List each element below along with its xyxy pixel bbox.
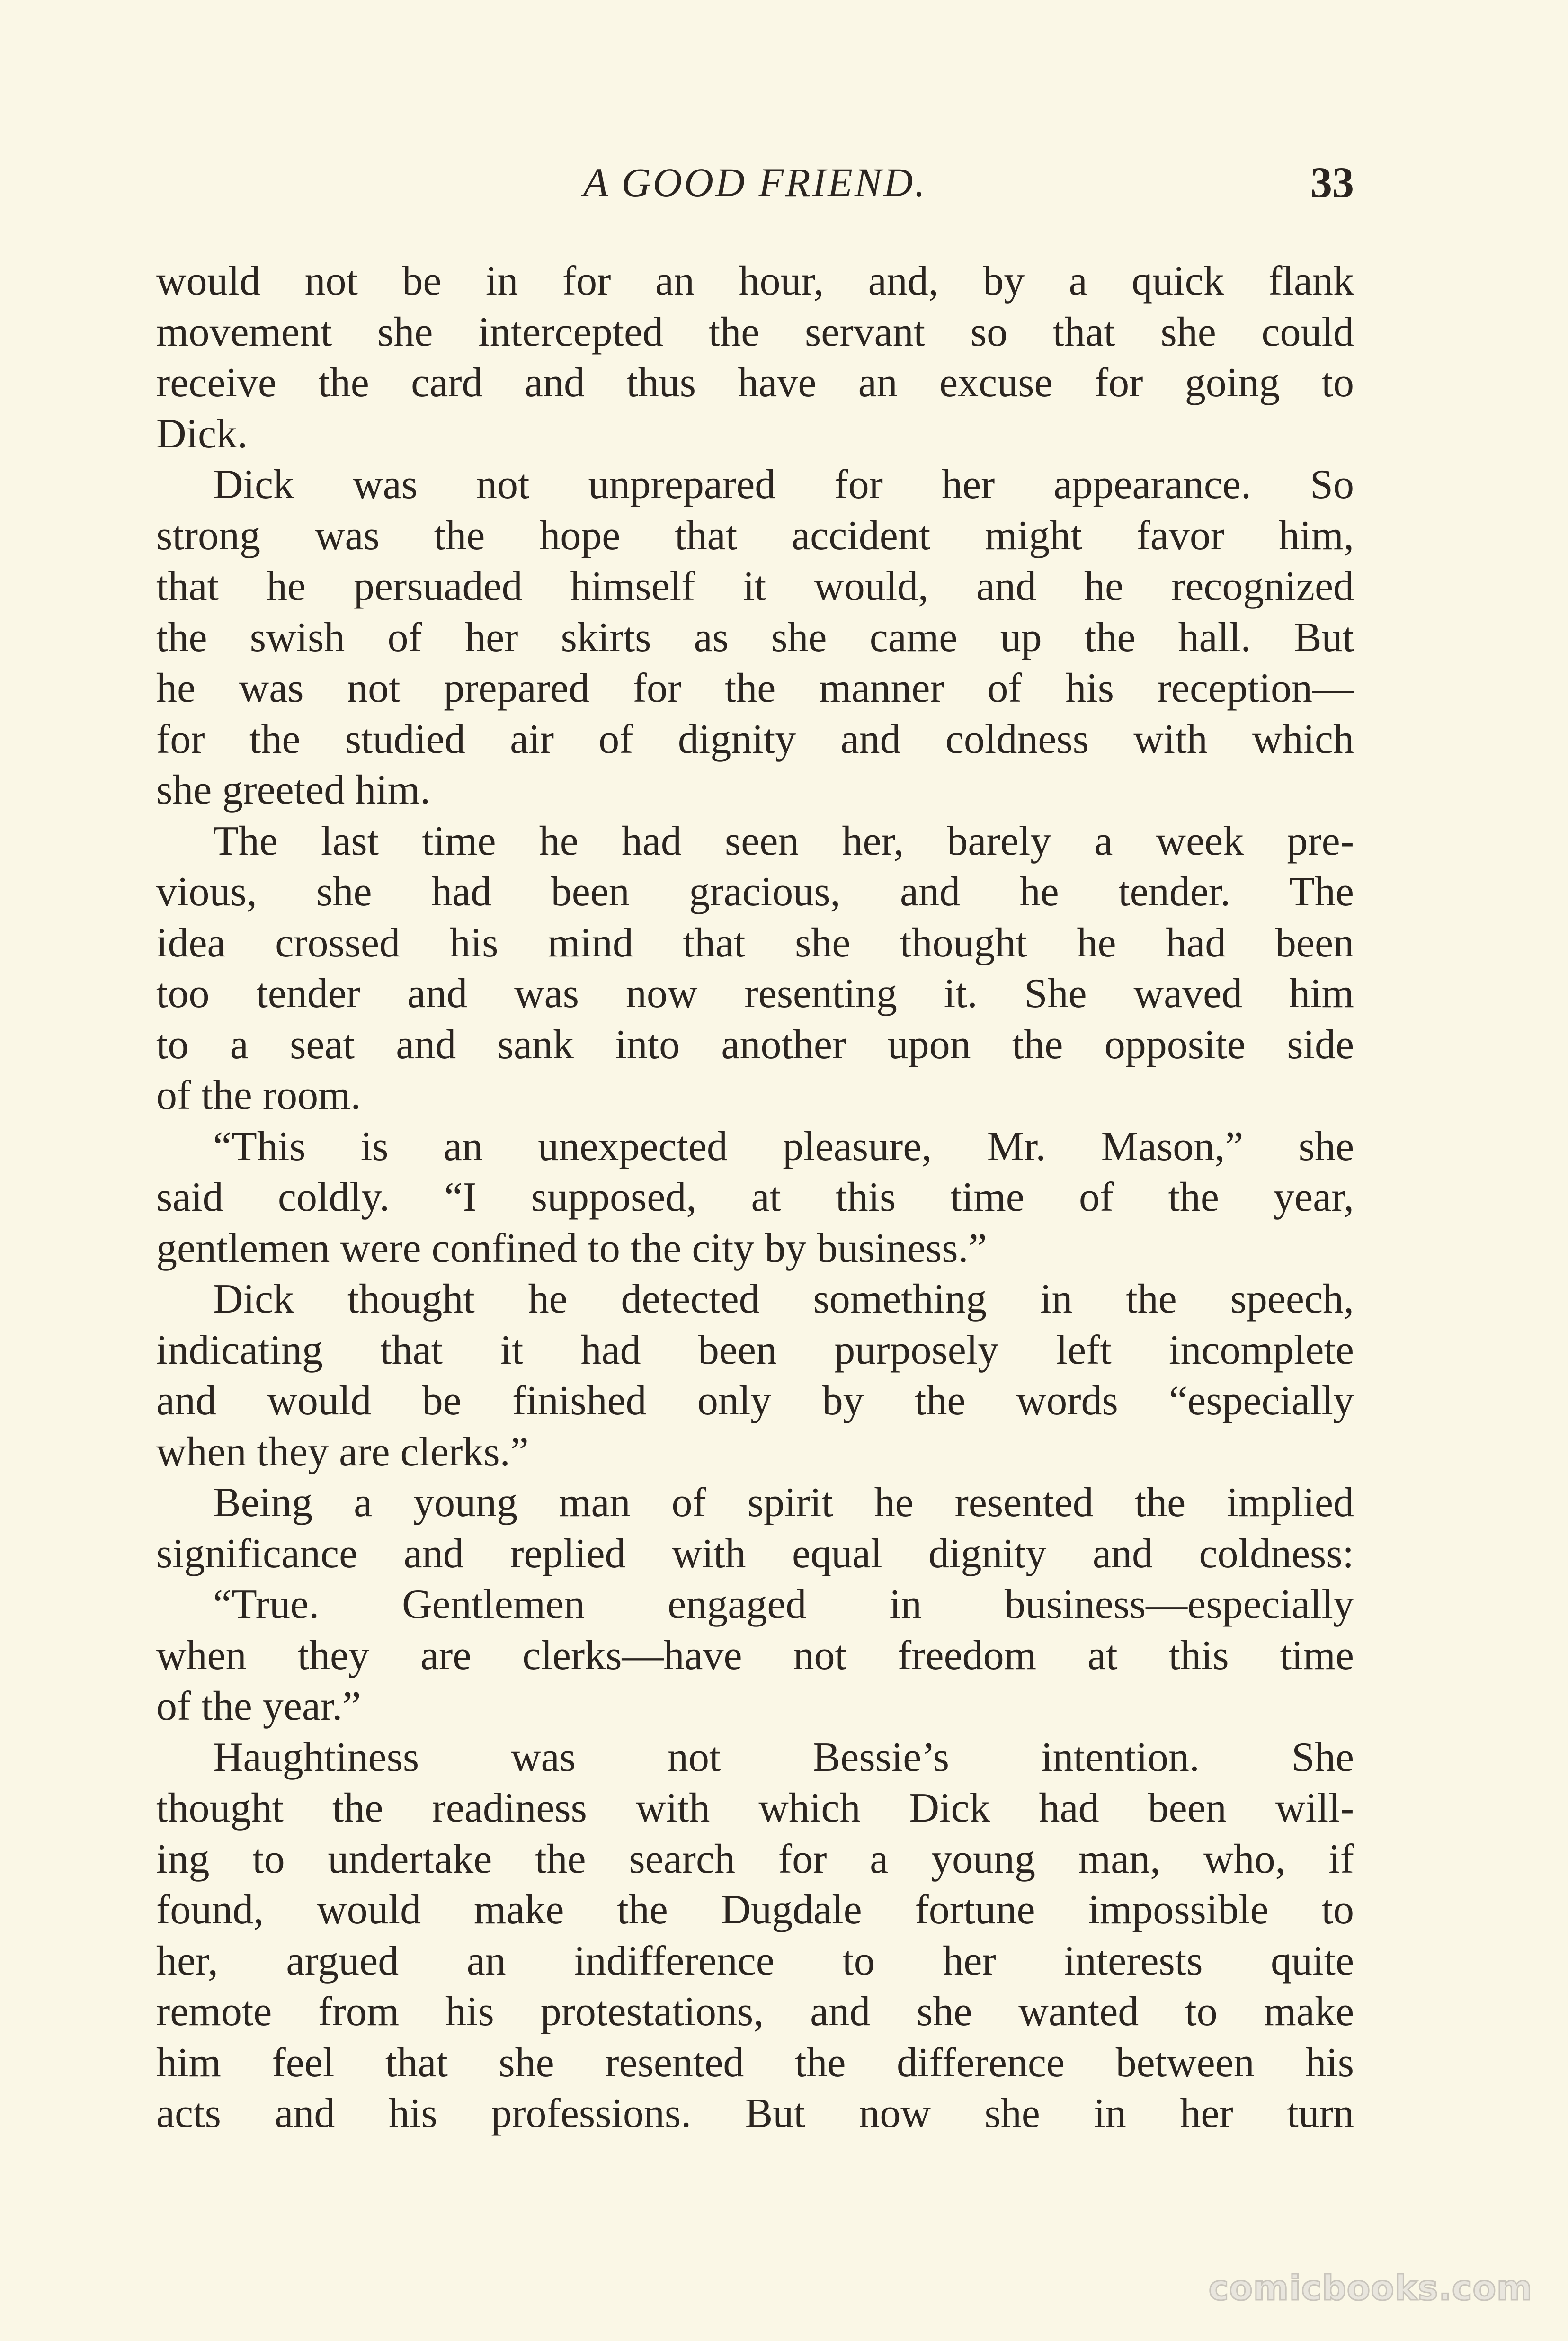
body-text (156, 256, 1354, 2139)
text-line: acts and his professions. But now she in her turn (156, 2091, 1354, 2136)
text-line: of the year.” (156, 1683, 361, 1729)
text-line: ing to undertake the search for a young man, who, if (156, 1836, 1354, 1882)
text-line: “This is an unexpected pleasure, Mr. Mason,” she (213, 1123, 1354, 1170)
text-line: said coldly. “I supposed, at this time of the year, (156, 1174, 1354, 1220)
text-line: for the studied air of dignity and coldness with which (156, 716, 1354, 762)
text-line: significance and replied with equal dignity and coldness: (156, 1530, 1354, 1577)
text-line: “True. Gentlemen engaged in business—especially (213, 1582, 1354, 1627)
chapter-title: A GOOD FRIEND. (583, 160, 927, 205)
text-line: Being a young man of spirit he resented the implied (213, 1480, 1354, 1526)
text-line: of the room. (156, 1072, 361, 1118)
text-line: and would be finished only by the words “especially (156, 1378, 1354, 1424)
text-line: she greeted him. (156, 767, 431, 813)
text-line: her, argued an indifference to her interests quite (156, 1938, 1354, 1984)
text-line: the swish of her skirts as she came up the hall. But (156, 614, 1354, 661)
running-head (156, 156, 1354, 208)
text-line: him feel that she resented the difference between his (156, 2039, 1354, 2086)
text-line: to a seat and sank into another upon the opposite side (156, 1021, 1354, 1068)
text-line: he was not prepared for the manner of his reception— (156, 665, 1354, 711)
text-line: Dick thought he detected something in the speech, (213, 1276, 1354, 1322)
text-line: Dick. (156, 411, 248, 457)
text-line: receive the card and thus have an excuse for going to (156, 360, 1354, 406)
text-line: that he persuaded himself it would, and he recognized (156, 563, 1354, 609)
text-line: gentlemen were confined to the city by business.” (156, 1225, 987, 1271)
text-line: thought the readiness with which Dick had been will- (156, 1785, 1354, 1831)
text-line: when they are clerks.” (156, 1429, 529, 1475)
text-line: indicating that it had been purposely left incomplete (156, 1327, 1354, 1373)
text-line: Haughtiness was not Bessie’s intention. She (213, 1734, 1354, 1780)
text-line: movement she intercepted the servant so that she could (156, 309, 1354, 355)
text-line: strong was the hope that accident might favor him, (156, 512, 1354, 559)
text-line: Dick was not unprepared for her appearance. So (213, 462, 1354, 508)
text-line: The last time he had seen her, barely a week pre- (213, 818, 1354, 864)
watermark: comicbooks.com (1208, 2268, 1532, 2308)
text-line: too tender and was now resenting it. She waved him (156, 971, 1354, 1017)
text-line: when they are clerks—have not freedom at this time (156, 1632, 1354, 1679)
text-line: remote from his protestations, and she wanted to make (156, 1989, 1354, 2035)
text-line: found, would make the Dugdale fortune impossible to (156, 1887, 1354, 1933)
page-number: 33 (1310, 158, 1354, 206)
text-line: idea crossed his mind that she thought he had been (156, 920, 1354, 966)
text-line: would not be in for an hour, and, by a quick flank (156, 258, 1354, 304)
text-line: vious, she had been gracious, and he tender. The (156, 869, 1354, 915)
